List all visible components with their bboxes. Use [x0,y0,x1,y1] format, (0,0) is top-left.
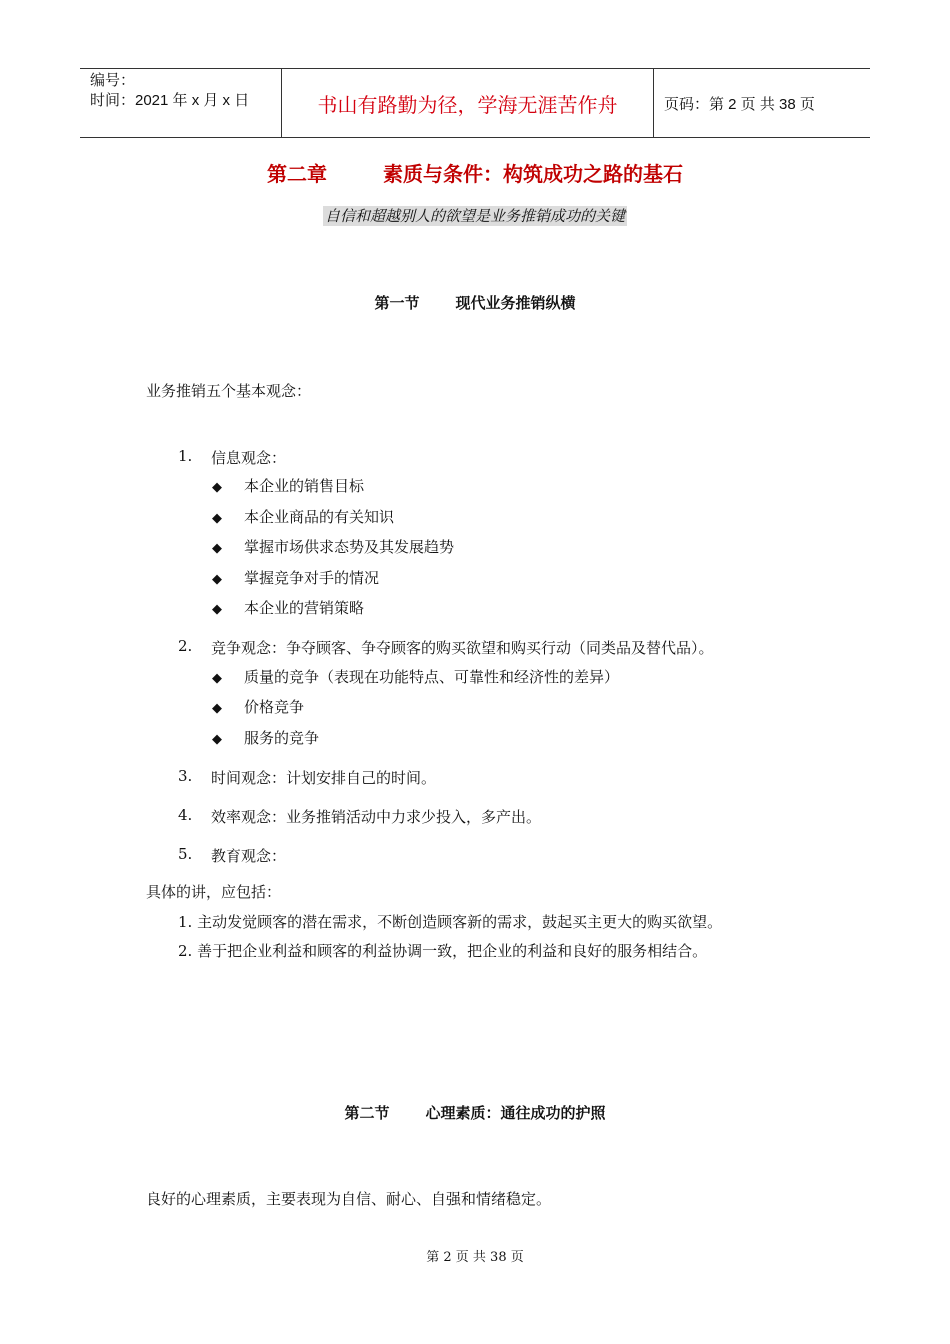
item-text: 竞争观念：争夺顾客、争夺顾客的购买欲望和购买行动（同类品及替代品）。 [211,639,714,657]
list-item: ◆ 本企业商品的有关知识 [212,508,395,526]
header-motto: 书山有路勤为径，学海无涯苦作舟 [281,69,654,137]
header-page-info: 页码：第 2 页 共 38 页 [664,95,815,113]
page-footer: 第 2 页 共 38 页 [426,1250,524,1265]
list-item: ◆ 价格竞争 [212,698,305,716]
section2-heading [0,1102,950,1123]
section1-heading [0,292,950,313]
list-item: ◆ 掌握竞争对手的情况 [212,569,380,587]
item-number: 5. [178,845,193,863]
specific-item: 1. 主动发觉顾客的潜在需求，不断创造顾客新的需求，鼓起买主更大的购买欲望。 [178,913,723,931]
diamond-bullet-icon: ◆ [212,732,222,747]
section1-intro: 业务推销五个基本观念： [146,382,312,400]
list-item: ◆ 质量的竞争（表现在功能特点、可靠性和经济性的差异） [212,668,620,686]
list-item: ◆ 掌握市场供求态势及其发展趋势 [212,538,455,556]
item-text: 信息观念： [211,449,287,467]
item-number: 3. [178,767,193,785]
list-item: ◆ 服务的竞争 [212,729,320,747]
item-number: 2. [178,637,193,655]
diamond-bullet-icon: ◆ [212,511,222,526]
section2-title: 心理素质：通往成功的护照 [425,1104,606,1122]
chapter-subtitle [0,205,950,226]
chapter-number: 第二章 [267,162,327,186]
item-number: 4. [178,806,193,824]
item-text: 教育观念： [211,847,287,865]
item-text: 效率观念：业务推销活动中力求少投入，多产出。 [211,808,542,826]
diamond-bullet-icon: ◆ [212,701,222,716]
section2-intro: 良好的心理素质，主要表现为自信、耐心、自强和情绪稳定。 [146,1190,552,1208]
item-text: 时间观念：计划安排自己的时间。 [211,769,437,787]
header-left-cell [80,69,281,137]
diamond-bullet-icon: ◆ [212,541,222,556]
diamond-bullet-icon: ◆ [212,480,222,495]
section1-number: 第一节 [374,294,420,312]
diamond-bullet-icon: ◆ [212,602,222,617]
chapter-subtitle-text: 自信和超越别人的欲望是业务推销成功的关键 [324,207,625,225]
item-number: 1. [178,447,193,465]
list-item: ◆ 本企业的营销策略 [212,599,365,617]
header-table [80,68,870,138]
diamond-bullet-icon: ◆ [212,572,222,587]
code-label: 编号： [90,72,136,89]
chapter-title: 素质与条件：构筑成功之路的基石 [383,162,683,186]
time-label: 时间：2021 年 x 月 x 日 [90,92,250,109]
list-item: ◆ 本企业的销售目标 [212,477,365,495]
specific-intro: 具体的讲，应包括： [146,883,282,901]
section2-number: 第二节 [344,1104,390,1122]
chapter-heading [0,158,950,187]
specific-item: 2. 善于把企业利益和顾客的利益协调一致，把企业的利益和良好的服务相结合。 [178,942,708,960]
section1-title: 现代业务推销纵横 [455,294,576,312]
diamond-bullet-icon: ◆ [212,671,222,686]
